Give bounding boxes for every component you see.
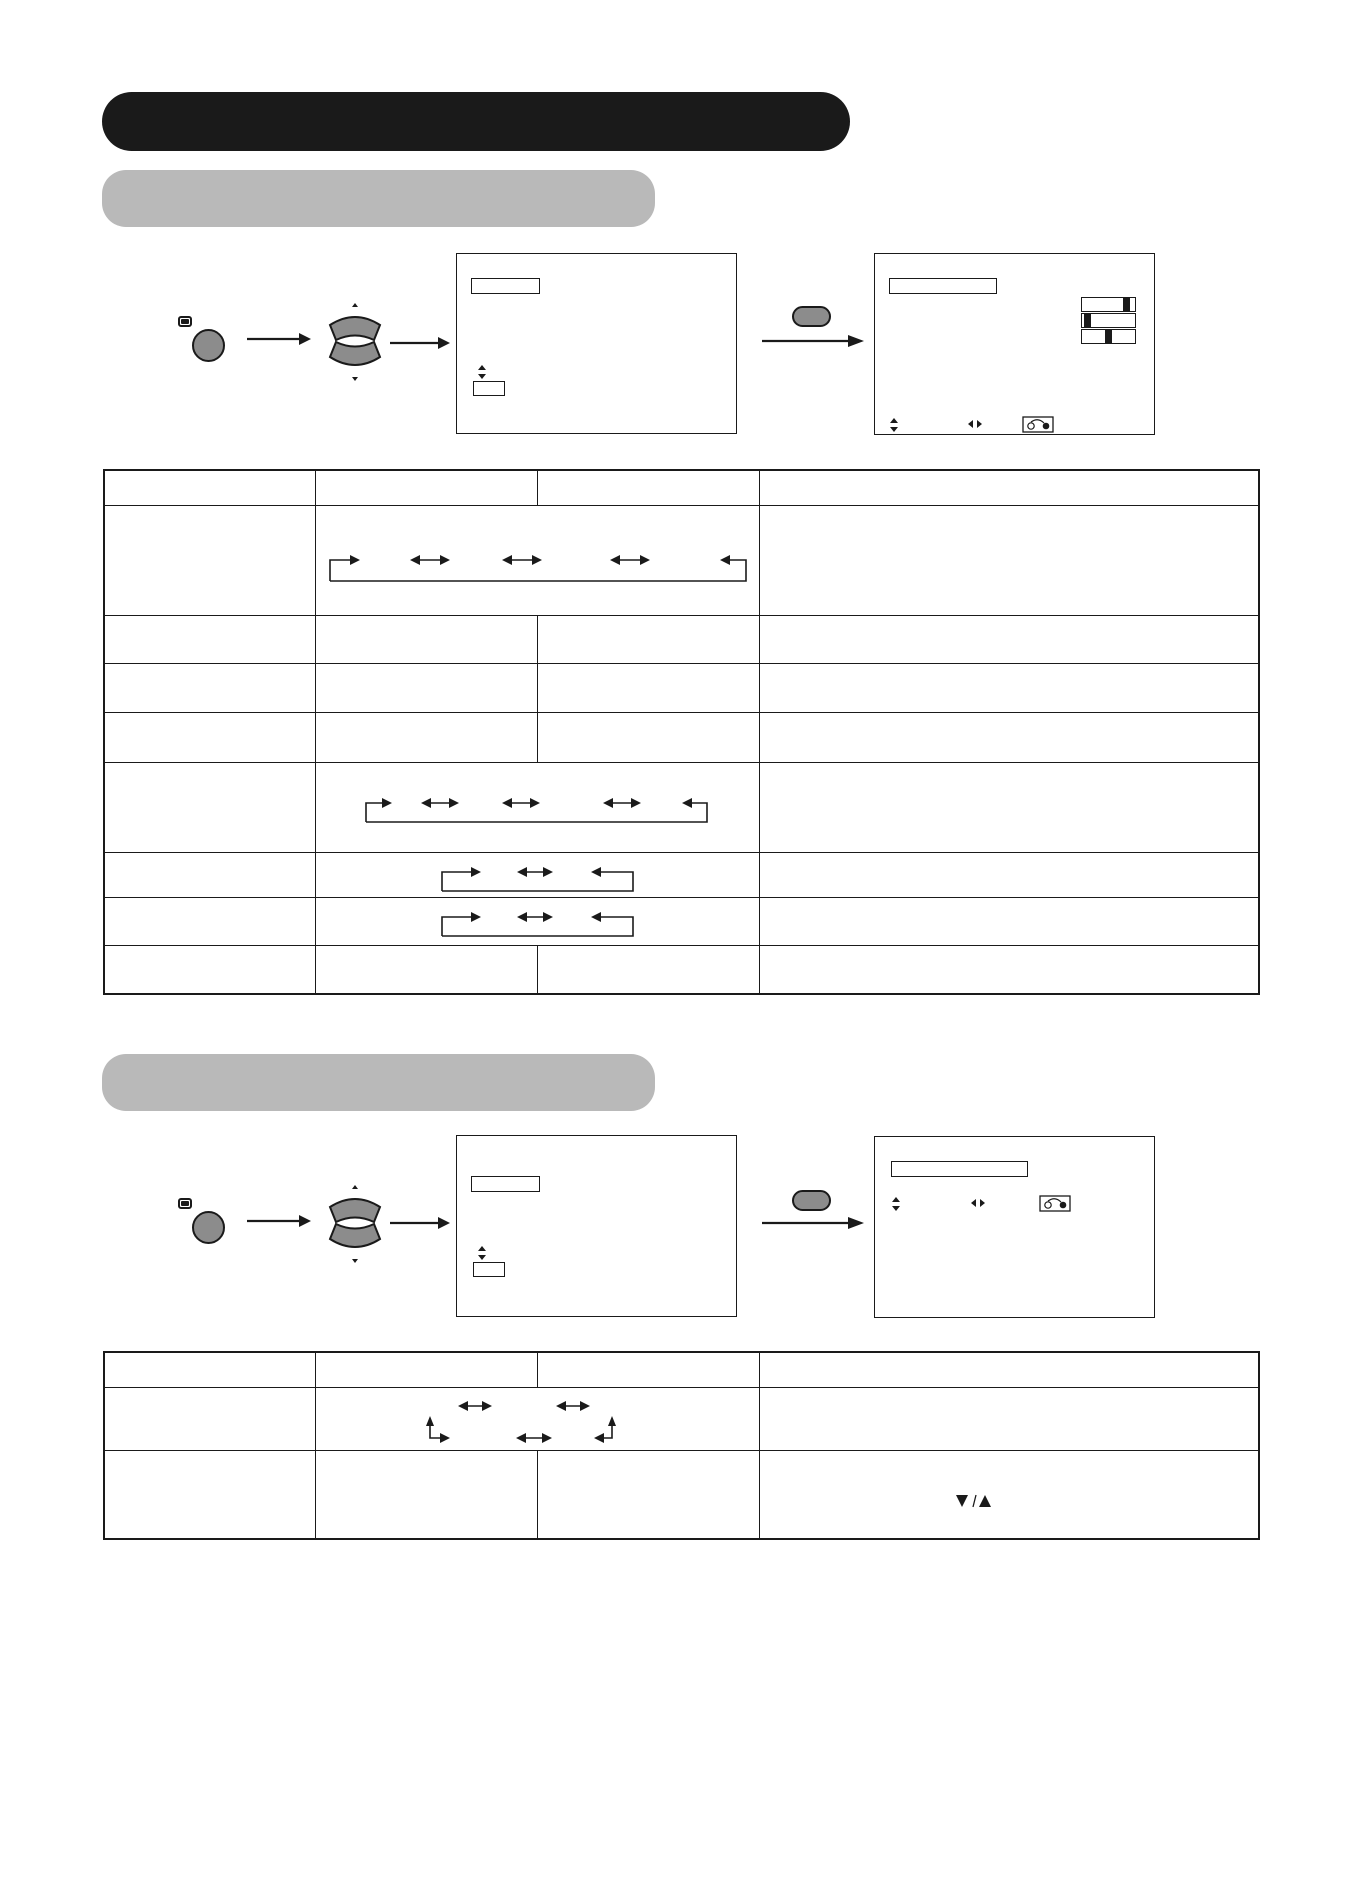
table-row — [104, 1387, 1259, 1450]
table-cell — [759, 505, 1259, 615]
right-arrow-icon — [245, 1211, 313, 1231]
up-mark — [352, 1185, 358, 1189]
table-cell — [759, 712, 1259, 762]
slider-fill — [1123, 298, 1130, 311]
table-row — [104, 897, 1259, 945]
table-cell — [104, 663, 315, 712]
up-button[interactable] — [330, 317, 380, 340]
cycle-arrow-icon — [441, 912, 637, 938]
table-cell — [104, 1387, 315, 1450]
down-mark — [352, 1259, 358, 1263]
table-cell — [759, 1450, 1259, 1539]
table-cell — [537, 470, 759, 505]
right-arrow-icon — [245, 329, 313, 349]
down-button[interactable] — [330, 1224, 380, 1247]
table-cell — [315, 1450, 537, 1539]
right-arrow-icon — [760, 1213, 868, 1233]
table-header-row — [104, 470, 1259, 505]
cycle-arrow-icon — [441, 867, 637, 893]
table-cell — [759, 945, 1259, 994]
page-title-bar — [102, 92, 850, 151]
slider-bar[interactable] — [1081, 297, 1136, 312]
up-down-arrows-icon — [889, 417, 899, 433]
table-cell — [104, 1352, 315, 1387]
left-right-arrows-icon — [970, 1198, 986, 1208]
table-cell — [104, 762, 315, 852]
table-cell — [315, 663, 537, 712]
adjust-screen — [874, 1136, 1155, 1318]
table-cell — [537, 945, 759, 994]
table-cell — [537, 1352, 759, 1387]
down-mark — [352, 377, 358, 381]
up-mark — [352, 303, 358, 307]
table-cell — [315, 897, 759, 945]
menu-button-icon — [178, 1198, 192, 1209]
select-button[interactable] — [792, 1190, 831, 1211]
table-cell — [759, 852, 1259, 897]
down-button[interactable] — [330, 342, 380, 365]
up-down-rocker-icon[interactable] — [325, 1183, 385, 1265]
table-row — [104, 615, 1259, 663]
cycle-arrow-icon — [329, 553, 749, 583]
table-cell — [315, 762, 759, 852]
return-icon — [1039, 1195, 1071, 1212]
table-cell — [315, 505, 759, 615]
table-row — [104, 663, 1259, 712]
table-row — [104, 762, 1259, 852]
return-icon — [1022, 416, 1054, 433]
menu-button[interactable] — [192, 329, 225, 362]
down-up-triangles-icon — [955, 1493, 993, 1509]
table-cell — [759, 1387, 1259, 1450]
menu-highlight-box — [471, 278, 540, 294]
table-cell — [104, 505, 315, 615]
right-arrow-icon — [388, 333, 454, 353]
settings-table-1 — [103, 469, 1260, 995]
table-row — [104, 712, 1259, 762]
adjust-screen — [874, 253, 1155, 435]
table-cell — [759, 470, 1259, 505]
table-cell — [104, 470, 315, 505]
select-hint-box — [473, 1262, 505, 1277]
table-cell — [315, 615, 537, 663]
table-cell — [104, 712, 315, 762]
table-header-row — [104, 1352, 1259, 1387]
cycle-arrow-icon — [426, 1398, 656, 1444]
adjust-title-box — [891, 1161, 1028, 1177]
table-cell — [315, 712, 537, 762]
slider-fill — [1084, 314, 1091, 327]
table-cell — [537, 712, 759, 762]
table-cell — [104, 852, 315, 897]
section-2-heading-bar — [102, 1054, 655, 1111]
table-cell — [315, 852, 759, 897]
table-row — [104, 1450, 1259, 1539]
up-down-rocker-icon[interactable] — [325, 301, 385, 383]
table-cell — [759, 1352, 1259, 1387]
menu-screen — [456, 1135, 737, 1317]
cycle-arrow-icon — [365, 796, 711, 826]
table-row — [104, 945, 1259, 994]
slider-bar[interactable] — [1081, 313, 1136, 328]
table-cell — [537, 1450, 759, 1539]
up-down-arrows-icon — [477, 1245, 487, 1261]
up-button[interactable] — [330, 1199, 380, 1222]
table-cell — [759, 615, 1259, 663]
table-cell — [315, 945, 537, 994]
table-cell — [537, 615, 759, 663]
table-cell — [315, 1352, 537, 1387]
table-cell — [315, 1387, 759, 1450]
right-arrow-icon — [388, 1213, 454, 1233]
up-down-arrows-icon — [891, 1196, 901, 1212]
menu-screen — [456, 253, 737, 434]
table-cell — [104, 897, 315, 945]
right-arrow-icon — [760, 331, 868, 351]
table-row — [104, 852, 1259, 897]
table-cell — [104, 1450, 315, 1539]
menu-highlight-box — [471, 1176, 540, 1192]
slider-bar[interactable] — [1081, 329, 1136, 344]
table-row — [104, 505, 1259, 615]
table-cell — [759, 897, 1259, 945]
up-down-arrows-icon — [477, 364, 487, 380]
slider-fill — [1105, 330, 1112, 343]
settings-table-2 — [103, 1351, 1260, 1540]
table-cell — [315, 470, 537, 505]
section-1-heading-bar — [102, 170, 655, 227]
menu-button[interactable] — [192, 1211, 225, 1244]
select-hint-box — [473, 381, 505, 396]
table-cell — [104, 615, 315, 663]
table-cell — [104, 945, 315, 994]
adjust-title-box — [889, 278, 997, 294]
table-cell — [759, 762, 1259, 852]
select-button[interactable] — [792, 306, 831, 327]
left-right-arrows-icon — [967, 419, 983, 429]
menu-button-icon — [178, 316, 192, 327]
table-cell — [759, 663, 1259, 712]
table-cell — [537, 663, 759, 712]
